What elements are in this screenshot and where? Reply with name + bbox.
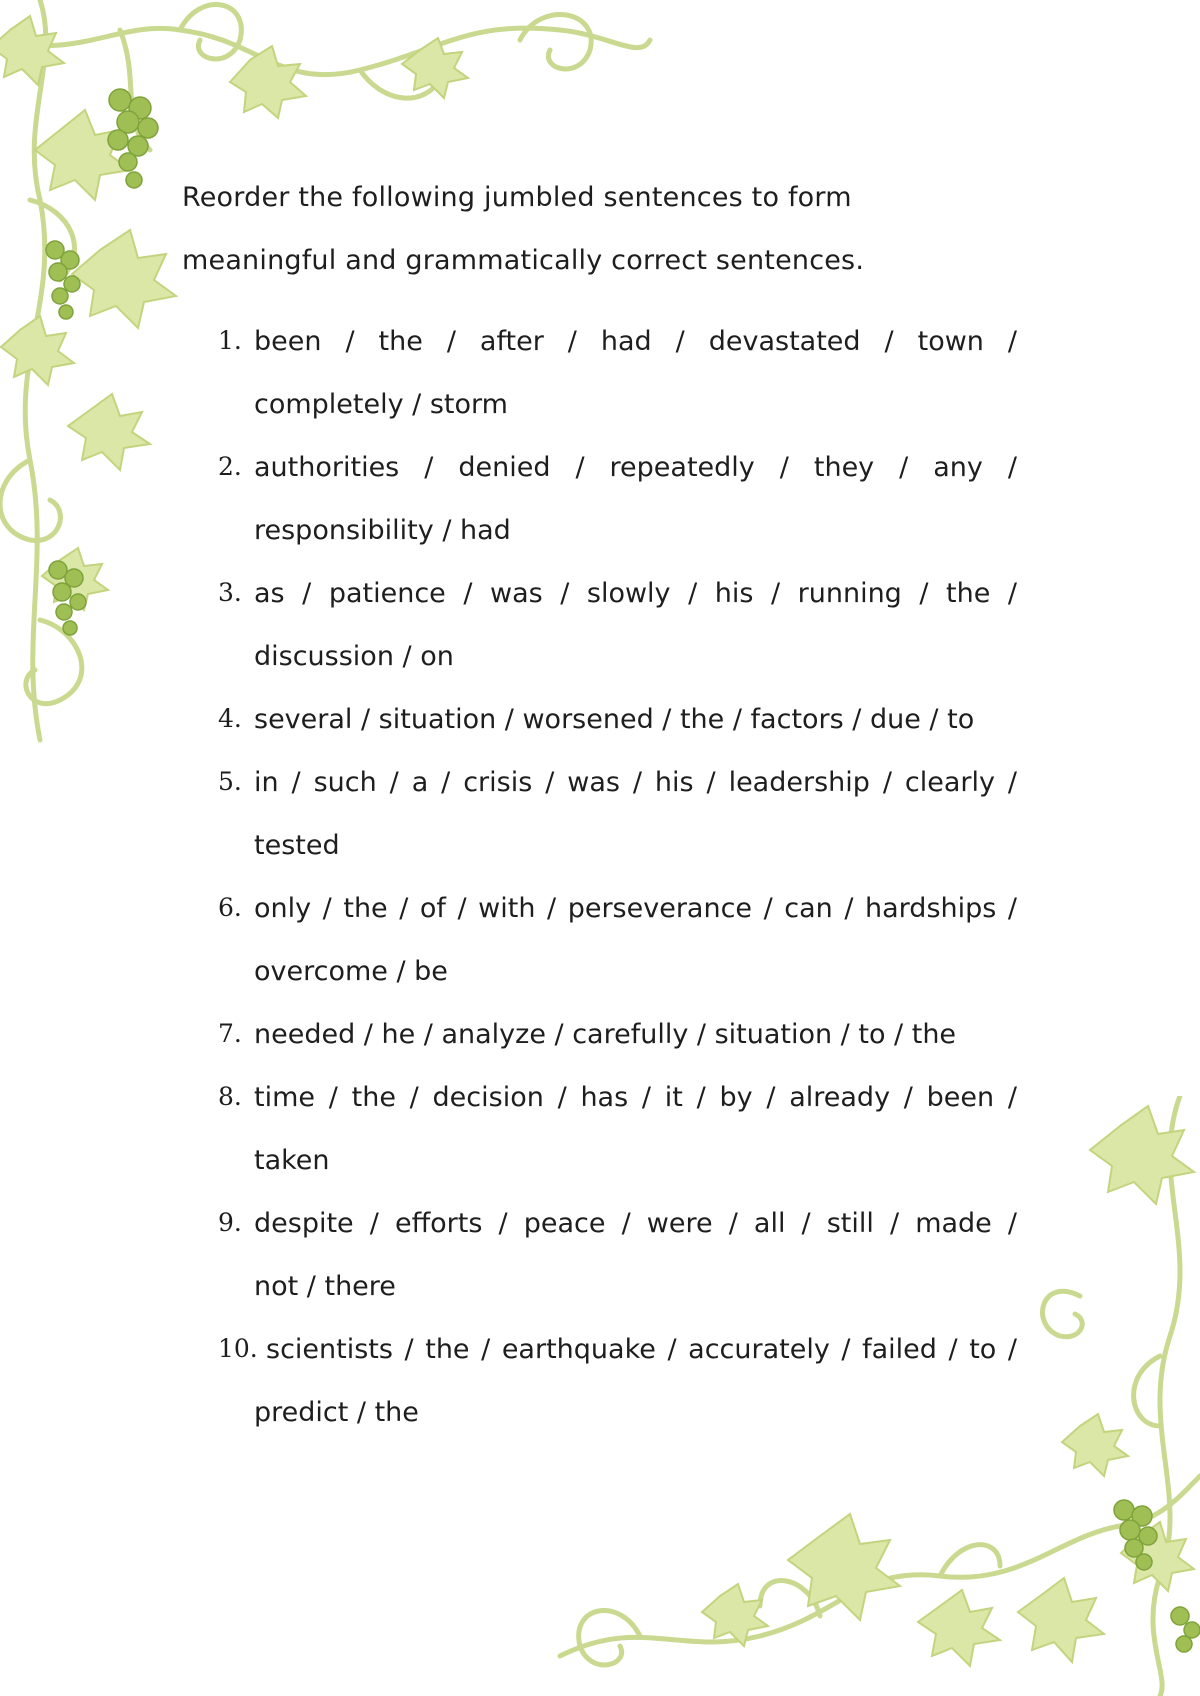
item-line-2: completely / storm (254, 389, 508, 420)
item-number: 7. (218, 1019, 242, 1048)
item-line-1: time / the / decision / has / it / by / already / been / (254, 1082, 1017, 1113)
item-line-1: been / the / after / had / devastated / town / (254, 326, 1017, 357)
item-line-2: tested (254, 830, 340, 861)
item-line-1: in / such / a / crisis / was / his / leadership / clearly / (254, 767, 1017, 798)
item-line-1: as / patience / was / slowly / his / running / the / (254, 578, 1017, 609)
vine-border-bottom-right (520, 1096, 1200, 1696)
item-line-1: scientists / the / earthquake / accurately / failed / to / (266, 1334, 1017, 1365)
item-line-1: despite / efforts / peace / were / all / still / made / (254, 1208, 1017, 1239)
item-line-2: responsibility / had (254, 515, 511, 546)
item-number: 1. (218, 326, 242, 355)
item-number: 5. (218, 767, 242, 796)
item-number: 6. (218, 893, 242, 922)
item-line-2: discussion / on (254, 641, 454, 672)
instruction-line-2: meaningful and grammatically correct sentences. (182, 245, 865, 276)
instruction-text (182, 166, 942, 292)
item-number: 3. (218, 578, 242, 607)
item-line-1: only / the / of / with / perseverance / can / hardships / (254, 893, 1017, 924)
item-line-2: overcome / be (254, 956, 448, 987)
item-number: 2. (218, 452, 242, 481)
item-number: 4. (218, 704, 242, 733)
item-line-2: taken (254, 1145, 330, 1176)
item-number: 10. (218, 1334, 258, 1363)
item-line-1: authorities / denied / repeatedly / they / any / (254, 452, 1017, 483)
item-number: 9. (218, 1208, 242, 1237)
item-line-1: several / situation / worsened / the / factors / due / to (254, 704, 975, 735)
item-number: 8. (218, 1082, 242, 1111)
item-line-2: not / there (254, 1271, 396, 1302)
item-line-2: predict / the (254, 1397, 419, 1428)
item-line-1: needed / he / analyze / carefully / situation / to / the (254, 1019, 957, 1050)
instruction-line-1: Reorder the following jumbled sentences to form (182, 182, 852, 213)
